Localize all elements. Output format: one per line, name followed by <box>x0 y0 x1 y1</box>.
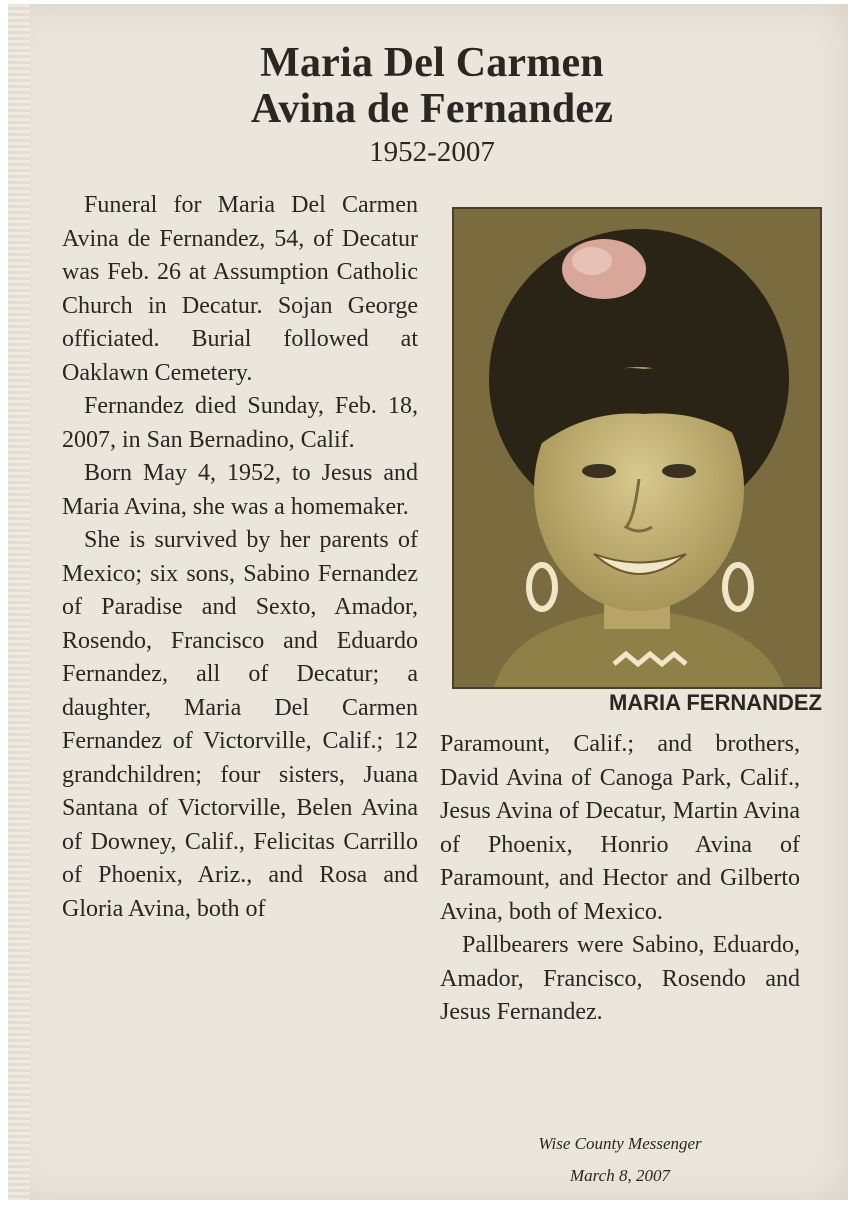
left-column <box>62 189 418 926</box>
obituary-headline <box>0 40 864 168</box>
headline-years: 1952-2007 <box>369 136 495 168</box>
source-newspaper: Wise County Messenger <box>538 1134 702 1153</box>
paragraph-funeral: Funeral for Maria Del Carmen Avina de Fernandez, 54, of Decatur was Feb. 26 at Assumption Catholic Church in Decatur. Sojan George officiated. Burial followed at Oaklawn Cemetery. <box>62 192 418 386</box>
paragraph-survivors-continued: Paramount, Calif.; and brothers, David Avina of Canoga Park, Calif., Jesus Avina of Decatur, Martin Avina of Phoenix, Honrio Avina of Paramount, and Hector and Gilberto Avina, both of Mexico. <box>440 731 800 925</box>
photo-caption: MARIA FERNANDEZ <box>608 690 822 715</box>
right-eye <box>662 464 696 478</box>
paragraph-pallbearers: Pallbearers were Sabino, Eduardo, Amador, Francisco, Rosendo and Jesus Fernandez. <box>440 932 800 1025</box>
headline-line-2: Avina de Fernandez <box>250 86 614 132</box>
portrait-illustration <box>454 209 820 687</box>
left-eye <box>582 464 616 478</box>
headline-line-1: Maria Del Carmen <box>260 40 604 86</box>
torn-edge <box>8 4 30 1200</box>
paragraph-survivors: She is survived by her parents of Mexico; six sons, Sabino Fernandez of Paradise and Sexto, Amador, Rosendo, Francisco and Eduardo Fernandez, all of Decatur; a daughter, Maria Del Carmen Fernandez of Victorville, Calif.; 12 grandchildren; four sisters, Juana Santana of Victorville, Belen Avina of Downey, Calif., Felicitas Carrillo of Phoenix, Ariz., and Rosa and Gloria Avina, both of <box>62 527 418 922</box>
right-column <box>440 728 800 1030</box>
source-date: March 8, 2007 <box>570 1166 670 1185</box>
portrait-photo <box>452 207 822 689</box>
paragraph-death: Fernandez died Sunday, Feb. 18, 2007, in San Bernadino, Calif. <box>62 393 418 453</box>
paragraph-birth: Born May 4, 1952, to Jesus and Maria Avina, she was a homemaker. <box>62 460 418 520</box>
